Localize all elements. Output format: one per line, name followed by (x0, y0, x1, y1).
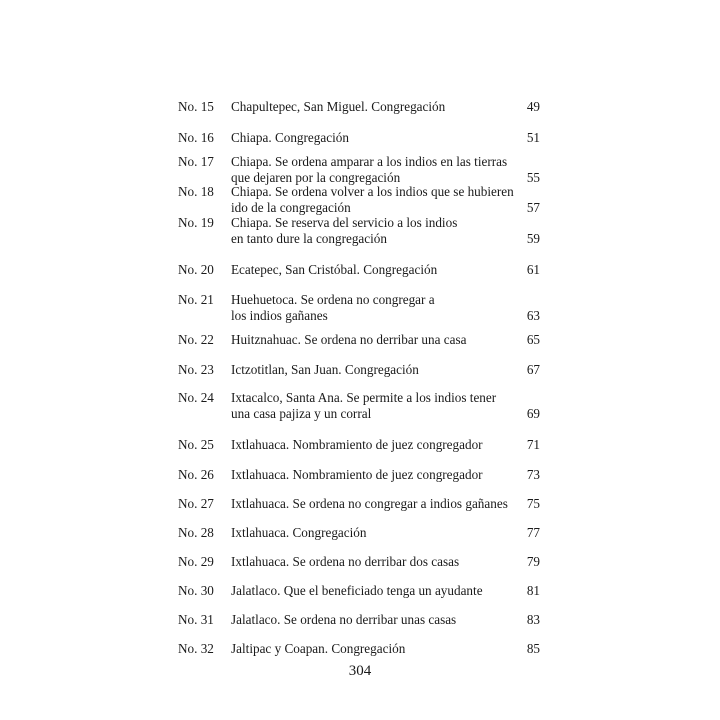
entry-page-number: 55 (526, 169, 540, 185)
entry-page-number: 79 (526, 554, 540, 569)
entry-title-line: en tanto dure la congregación (231, 230, 387, 246)
entry-title-line: Jaltipac y Coapan. Congregación (231, 641, 406, 656)
entry-page-number: 65 (526, 332, 540, 347)
entry-title-line: Chiapa. Se ordena volver a los indios que se hubieren (231, 184, 514, 199)
entry-page-number: 75 (526, 496, 540, 511)
entry-title-line: Ixtlahuaca. Nombramiento de juez congregador (231, 467, 483, 482)
entry-page-number: 73 (526, 467, 540, 482)
entry-number: No. 22 (178, 332, 214, 347)
entry-title (231, 437, 501, 453)
entry-page-number: 67 (526, 362, 540, 377)
entry-title (231, 583, 501, 599)
entry-title-line: una casa pajiza y un corral (231, 405, 372, 421)
entry-page-number: 59 (526, 230, 540, 246)
entry-title (231, 262, 501, 278)
entry-page-number: 81 (526, 583, 540, 598)
entry-title-line: Ixtlahuaca. Congregación (231, 525, 367, 540)
entry-number: No. 15 (178, 99, 214, 114)
entry-title-line: Huitznahuac. Se ordena no derribar una casa (231, 332, 467, 347)
entry-title (231, 130, 501, 146)
entry-number: No. 19 (178, 215, 214, 230)
entry-page-number: 83 (526, 612, 540, 627)
entry-title (231, 390, 501, 421)
entry-title-line: Ixtlahuaca. Nombramiento de juez congregador (231, 437, 483, 452)
entry-page-number: 63 (526, 307, 540, 323)
entry-page-number: 57 (526, 199, 540, 215)
entry-title-line: que dejaren por la congregación (231, 169, 401, 185)
entry-title-line: Ictzotitlan, San Juan. Congregación (231, 362, 419, 377)
entry-number: No. 24 (178, 390, 214, 405)
entry-title-line: Chapultepec, San Miguel. Congregación (231, 99, 446, 114)
entry-title-line: Jalatlaco. Se ordena no derribar unas casas (231, 612, 457, 627)
entry-number: No. 17 (178, 154, 214, 169)
entry-title (231, 496, 508, 512)
entry-page-number: 69 (526, 405, 540, 421)
entry-title (231, 362, 501, 378)
entry-page-number: 61 (526, 262, 540, 277)
entry-title-line: los indios gañanes (231, 307, 328, 323)
entry-number: No. 16 (178, 130, 214, 145)
entry-number: No. 18 (178, 184, 214, 199)
entry-title (231, 332, 501, 348)
entry-title (231, 467, 501, 483)
entry-number: No. 25 (178, 437, 214, 452)
entry-title (231, 525, 501, 541)
entry-title-line: Ixtlahuaca. Se ordena no congregar a indios gañanes (231, 496, 508, 511)
entry-number: No. 32 (178, 641, 214, 656)
entry-number: No. 28 (178, 525, 214, 540)
entry-title (231, 215, 501, 246)
entry-title (231, 184, 514, 215)
entry-number: No. 27 (178, 496, 214, 511)
entry-page-number: 49 (526, 99, 540, 114)
entry-title-line: Huehuetoca. Se ordena no congregar a (231, 292, 435, 307)
entry-number: No. 20 (178, 262, 214, 277)
entry-title-line: Jalatlaco. Que el beneficiado tenga un ayudante (231, 583, 483, 598)
entry-number: No. 23 (178, 362, 214, 377)
entry-title-line: Chiapa. Se reserva del servicio a los indios (231, 215, 458, 230)
entry-title (231, 641, 501, 657)
entry-page-number: 71 (526, 437, 540, 452)
entry-title-line: Chiapa. Se ordena amparar a los indios en las tierras (231, 154, 508, 169)
entry-title-line: Chiapa. Congregación (231, 130, 349, 145)
entry-page-number: 51 (526, 130, 540, 145)
entry-number: No. 21 (178, 292, 214, 307)
entry-number: No. 29 (178, 554, 214, 569)
entry-page-number: 77 (526, 525, 540, 540)
entry-title (231, 154, 508, 185)
entry-number: No. 31 (178, 612, 214, 627)
entry-number: No. 30 (178, 583, 214, 598)
entry-title (231, 554, 501, 570)
entry-number: No. 26 (178, 467, 214, 482)
entry-title-line: Ixtacalco, Santa Ana. Se permite a los indios tener (231, 390, 497, 405)
entry-title (231, 99, 501, 115)
entry-page-number: 85 (526, 641, 540, 656)
entry-title (231, 292, 501, 323)
entry-title (231, 612, 501, 628)
page-number: 304 (348, 663, 372, 679)
entry-title-line: ido de la congregación (231, 199, 351, 215)
entry-title-line: Ixtlahuaca. Se ordena no derribar dos casas (231, 554, 460, 569)
entry-title-line: Ecatepec, San Cristóbal. Congregación (231, 262, 438, 277)
